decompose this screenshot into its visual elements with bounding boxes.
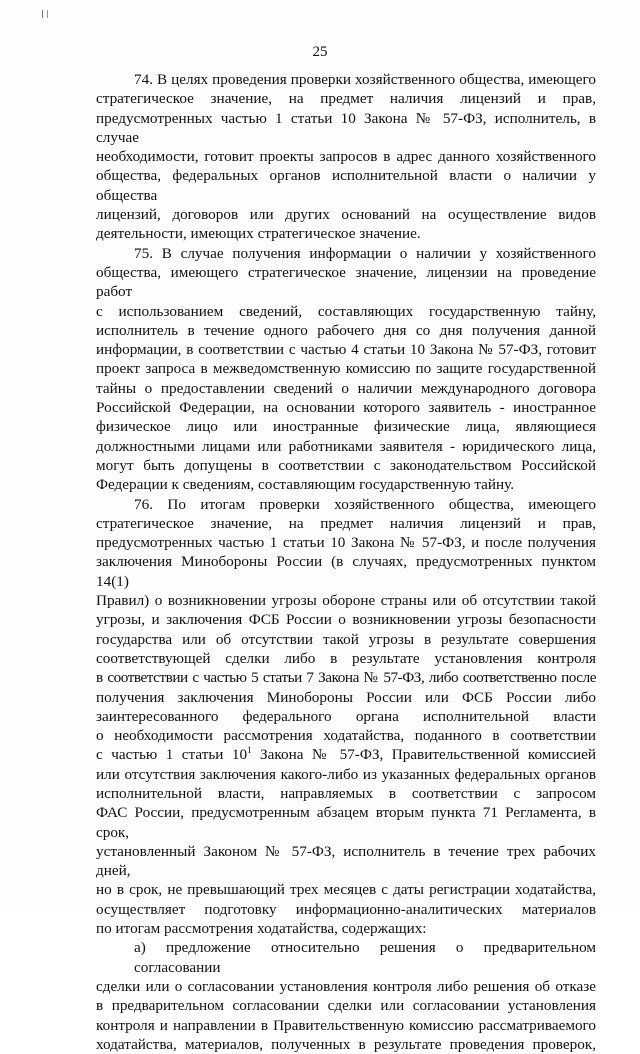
text-line: по итогам рассмотрения ходатайства, содержащих: [96, 920, 427, 938]
text-line: общества, федеральных органов исполнительной власти о наличии у общества [96, 167, 596, 204]
text-line: лицензий, договоров или других оснований на осуществление видов [96, 206, 596, 224]
text-line: заключения Минобороны России (в случаях, предусмотренных пунктом 14(1) [96, 553, 596, 590]
paragraph-76 [96, 495, 596, 939]
text-line: о необходимости рассмотрения ходатайства, поданного в соответствии [96, 727, 596, 745]
text-line: с использованием сведений, составляющих государственную тайну, [96, 302, 596, 320]
text-line: но в срок, не превышающий трех месяцев с даты регистрации ходатайства, [96, 881, 596, 899]
text-line: общества, имеющего стратегическое значение, лицензии на проведение работ [96, 263, 596, 301]
text-line: проект запроса в межведомственную комиссию по защите государственной [96, 360, 596, 378]
text-line: контроля и направлении в Правительственную комиссию рассматриваемого [96, 1016, 596, 1034]
text-line: ходатайства, материалов, полученных в результате проведения проверок, [96, 1035, 596, 1053]
text-line: получения заключения Минобороны России или ФСБ России либо [96, 688, 596, 706]
text-line: 76. По итогам проверки хозяйственного общества, имеющего [134, 495, 596, 513]
document-body [96, 70, 596, 1054]
text-line: соответствующей сделки либо в результате установления контроля [96, 649, 596, 667]
text-line: деятельности, имеющих стратегическое значение. [96, 225, 421, 243]
text-segment: Закона № 57-ФЗ, Правительственной комиссией [251, 746, 596, 764]
text-line: стратегическое значение, на предмет наличия лицензий и прав, [96, 514, 596, 532]
text-line: исполнительной власти, направляемых в соответствии с запросом [96, 784, 596, 802]
text-line: могут быть допущены в соответствии с законодательством Российской [96, 456, 596, 474]
scan-corner-mark [42, 10, 48, 18]
text-line: сделки или о согласовании установления контроля либо решения об отказе [96, 977, 596, 995]
text-line: осуществляет подготовку информационно-аналитических материалов [96, 900, 596, 918]
text-line: государства или об отсутствии такой угрозы в результате совершения [96, 630, 596, 648]
text-line: предусмотренных частью 1 статьи 10 Закона № 57-ФЗ, исполнитель, в случае [96, 109, 596, 146]
superscript: 1 [247, 745, 252, 756]
text-line: Российской Федерации, на основании которого заявитель - иностранное [96, 399, 596, 417]
text-line: физическое лицо или иностранные физические лица, являющиеся [96, 418, 596, 436]
text-line: ФАС России, предусмотренным абзацем вторым пункта 71 Регламента, в срок, [96, 804, 596, 841]
page-number: 25 [312, 44, 328, 60]
text-line: предусмотренных частью 1 статьи 10 Закона № 57-ФЗ, и после получения [96, 534, 596, 552]
text-line: Правил) о возникновении угрозы обороне страны или об отсутствии такой [96, 592, 596, 610]
text-segment: с частью 1 статьи 10 [96, 746, 248, 764]
paragraph-75 [96, 244, 596, 495]
text-line: информации, в соответствии с частью 4 статьи 10 Закона № 57-ФЗ, готовит [96, 341, 596, 359]
text-line: тайны о предоставлении сведений о наличии международного договора [96, 379, 596, 397]
text-line: угрозы, и заключения ФСБ России о возникновении угрозы безопасности [96, 611, 596, 629]
text-line-with-superscript [96, 745, 596, 764]
text-line: в предварительном согласовании сделки или согласовании установления [96, 997, 596, 1015]
subparagraph-a [96, 938, 596, 1054]
text-line: исполнитель в течение одного рабочего дня со дня получения данной [96, 321, 596, 339]
text-line: необходимости, готовит проекты запросов в адрес данного хозяйственного [96, 148, 596, 166]
text-line: или отсутствия заключения какого-либо из указанных федеральных органов [96, 765, 596, 783]
text-line: в соответствии с частью 5 статьи 7 Закона № 57-ФЗ, либо соответственно после [96, 669, 596, 687]
paragraph-74 [96, 70, 596, 244]
text-line: 74. В целях проведения проверки хозяйственного общества, имеющего [134, 71, 596, 88]
text-line: стратегическое значение, на предмет наличия лицензий и прав, [96, 90, 596, 108]
text-line: должностными лицами или работниками заявителя - юридического лица, [96, 437, 596, 455]
text-line: заинтересованного федерального органа исполнительной власти [96, 707, 596, 725]
text-line: 75. В случае получения информации о наличии у хозяйственного [134, 244, 596, 262]
text-line: Федерации к сведениям, составляющим государственную тайну. [96, 476, 515, 494]
text-line: установленный Законом № 57-ФЗ, исполнитель в течение трех рабочих дней, [96, 842, 596, 880]
text-line: а) предложение относительно решения о предварительном согласовании [134, 939, 596, 976]
